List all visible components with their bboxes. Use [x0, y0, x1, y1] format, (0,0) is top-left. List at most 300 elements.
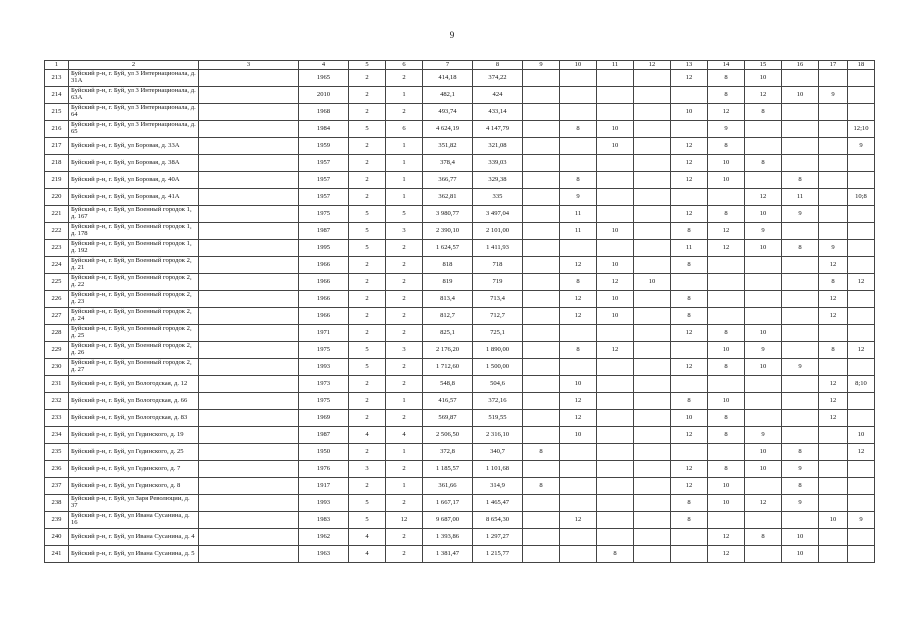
- address-cell: Буйский р-н, г. Буй, ул Гединского, д. 7: [69, 461, 199, 478]
- table-cell: 12: [848, 444, 875, 461]
- table-cell: [199, 206, 299, 223]
- table-row: [45, 308, 875, 325]
- row-number: 235: [45, 444, 69, 461]
- address-cell: Буйский р-н, г. Буй, ул 3 Интернационала, д. 63А: [69, 87, 199, 104]
- table-cell: [708, 308, 745, 325]
- table-cell: 12: [745, 87, 782, 104]
- table-cell: 10: [671, 410, 708, 427]
- column-header: 8: [473, 61, 523, 70]
- table-cell: 12: [671, 138, 708, 155]
- table-cell: [560, 478, 597, 495]
- table-cell: [848, 70, 875, 87]
- table-cell: 10: [819, 512, 848, 529]
- table-cell: [745, 308, 782, 325]
- row-number: 214: [45, 87, 69, 104]
- table-cell: 1 500,00: [473, 359, 523, 376]
- table-cell: 10;8: [848, 189, 875, 206]
- table-cell: 8: [782, 478, 819, 495]
- table-cell: 4 147,79: [473, 121, 523, 138]
- table-cell: 10: [597, 257, 634, 274]
- table-cell: [819, 444, 848, 461]
- column-header: 12: [634, 61, 671, 70]
- table-cell: 8: [745, 155, 782, 172]
- table-cell: [745, 546, 782, 563]
- table-cell: [634, 444, 671, 461]
- table-cell: 713,4: [473, 291, 523, 308]
- table-cell: 2: [349, 274, 386, 291]
- table-cell: [819, 427, 848, 444]
- table-cell: [819, 529, 848, 546]
- table-row: [45, 257, 875, 274]
- row-number: 233: [45, 410, 69, 427]
- table-cell: 414,18: [423, 70, 473, 87]
- table-cell: 1950: [299, 444, 349, 461]
- table-cell: 1 101,68: [473, 461, 523, 478]
- table-cell: 3: [349, 461, 386, 478]
- table-row: [45, 444, 875, 461]
- row-number: 222: [45, 223, 69, 240]
- row-number: 216: [45, 121, 69, 138]
- table-cell: 5: [349, 359, 386, 376]
- table-cell: 8: [708, 325, 745, 342]
- table-cell: 12: [819, 393, 848, 410]
- table-cell: 2 316,10: [473, 427, 523, 444]
- table-cell: 519,55: [473, 410, 523, 427]
- table-cell: [597, 444, 634, 461]
- table-cell: [745, 393, 782, 410]
- table-row: [45, 172, 875, 189]
- table-cell: [634, 495, 671, 512]
- column-header: 16: [782, 61, 819, 70]
- address-cell: Буйский р-н, г. Буй, ул 3 Интернационала, д. 31А: [69, 70, 199, 87]
- table-cell: [523, 257, 560, 274]
- row-number: 232: [45, 393, 69, 410]
- table-cell: 1984: [299, 121, 349, 138]
- table-row: [45, 206, 875, 223]
- table-cell: 1969: [299, 410, 349, 427]
- address-cell: Буйский р-н, г. Буй, ул Военный городок 2, д. 21: [69, 257, 199, 274]
- table-cell: [523, 393, 560, 410]
- table-cell: [523, 223, 560, 240]
- table-cell: 9: [819, 240, 848, 257]
- row-number: 220: [45, 189, 69, 206]
- table-cell: 10: [708, 155, 745, 172]
- table-row: [45, 87, 875, 104]
- table-cell: 4: [349, 427, 386, 444]
- table-cell: 5: [386, 206, 423, 223]
- table-cell: 10: [745, 461, 782, 478]
- table-cell: [819, 478, 848, 495]
- address-cell: Буйский р-н, г. Буй, ул Боровая, д. 33А: [69, 138, 199, 155]
- table-cell: [199, 444, 299, 461]
- table-cell: 335: [473, 189, 523, 206]
- table-cell: [560, 87, 597, 104]
- table-cell: [199, 155, 299, 172]
- table-cell: 1983: [299, 512, 349, 529]
- table-row: [45, 359, 875, 376]
- table-cell: [199, 461, 299, 478]
- table-cell: 12: [671, 155, 708, 172]
- table-cell: [848, 240, 875, 257]
- row-number: 217: [45, 138, 69, 155]
- address-cell: Буйский р-н, г. Буй, ул Заря Революции, д. 37: [69, 495, 199, 512]
- table-cell: [671, 274, 708, 291]
- table-cell: [745, 410, 782, 427]
- column-header: 17: [819, 61, 848, 70]
- table-cell: 1: [386, 155, 423, 172]
- table-cell: 2: [386, 359, 423, 376]
- table-cell: [560, 495, 597, 512]
- table-cell: 504,6: [473, 376, 523, 393]
- table-cell: [708, 376, 745, 393]
- table-cell: 314,9: [473, 478, 523, 495]
- table-cell: [199, 291, 299, 308]
- table-cell: 378,4: [423, 155, 473, 172]
- table-cell: [199, 410, 299, 427]
- table-cell: 718: [473, 257, 523, 274]
- table-cell: 12: [560, 257, 597, 274]
- row-number: 227: [45, 308, 69, 325]
- table-row: [45, 461, 875, 478]
- table-cell: 1: [386, 138, 423, 155]
- table-cell: 12: [819, 308, 848, 325]
- table-cell: 11: [671, 240, 708, 257]
- table-cell: [634, 376, 671, 393]
- table-cell: 340,7: [473, 444, 523, 461]
- table-cell: [597, 478, 634, 495]
- table-cell: [782, 376, 819, 393]
- table-cell: [199, 546, 299, 563]
- table-cell: [708, 444, 745, 461]
- table-cell: 8: [597, 546, 634, 563]
- table-cell: 8: [523, 478, 560, 495]
- address-cell: Буйский р-н, г. Буй, ул Военный городок 1, д. 167: [69, 206, 199, 223]
- table-cell: [597, 495, 634, 512]
- table-cell: 12: [848, 274, 875, 291]
- table-cell: 2: [386, 461, 423, 478]
- table-cell: [199, 427, 299, 444]
- table-cell: [199, 70, 299, 87]
- table-cell: [634, 223, 671, 240]
- table-cell: 8 654,30: [473, 512, 523, 529]
- table-cell: 2: [386, 104, 423, 121]
- table-cell: 424: [473, 87, 523, 104]
- table-cell: [782, 308, 819, 325]
- table-cell: 8: [708, 138, 745, 155]
- row-number: 218: [45, 155, 69, 172]
- table-cell: [199, 308, 299, 325]
- table-cell: [523, 274, 560, 291]
- table-cell: 12: [597, 342, 634, 359]
- table-cell: [848, 325, 875, 342]
- table-row: [45, 155, 875, 172]
- address-cell: Буйский р-н, г. Буй, ул Военный городок 2, д. 24: [69, 308, 199, 325]
- table-cell: [597, 512, 634, 529]
- column-header: 11: [597, 61, 634, 70]
- table-row: [45, 223, 875, 240]
- table-cell: 812,7: [423, 308, 473, 325]
- table-cell: 12: [671, 427, 708, 444]
- table-cell: 11: [560, 223, 597, 240]
- table-cell: [782, 104, 819, 121]
- address-cell: Буйский р-н, г. Буй, ул Ивана Сусанина, д. 4: [69, 529, 199, 546]
- table-cell: 2 176,20: [423, 342, 473, 359]
- table-cell: 482,1: [423, 87, 473, 104]
- table-cell: 1: [386, 478, 423, 495]
- table-cell: [523, 189, 560, 206]
- table-cell: 3: [386, 223, 423, 240]
- table-cell: 1957: [299, 172, 349, 189]
- table-cell: 10: [745, 359, 782, 376]
- table-cell: 9 687,00: [423, 512, 473, 529]
- table-cell: 2010: [299, 87, 349, 104]
- table-cell: 8: [560, 172, 597, 189]
- table-cell: [523, 512, 560, 529]
- table-cell: [199, 359, 299, 376]
- page-number: 9: [449, 30, 455, 40]
- table-cell: 10: [745, 444, 782, 461]
- table-cell: 12: [560, 512, 597, 529]
- table-cell: [671, 444, 708, 461]
- table-cell: 11: [560, 206, 597, 223]
- table-cell: [782, 393, 819, 410]
- table-cell: [560, 240, 597, 257]
- column-header: 15: [745, 61, 782, 70]
- table-row: [45, 529, 875, 546]
- table-cell: [199, 121, 299, 138]
- table-cell: [782, 138, 819, 155]
- table-cell: 1: [386, 189, 423, 206]
- table-cell: 5: [349, 121, 386, 138]
- table-cell: 2: [349, 444, 386, 461]
- table-cell: 1 411,93: [473, 240, 523, 257]
- table-row: [45, 512, 875, 529]
- table-cell: [745, 172, 782, 189]
- table-cell: 825,1: [423, 325, 473, 342]
- row-number: 239: [45, 512, 69, 529]
- table-cell: [819, 172, 848, 189]
- table-cell: 12: [560, 308, 597, 325]
- table-row: [45, 478, 875, 495]
- table-cell: 1: [386, 87, 423, 104]
- table-cell: [671, 189, 708, 206]
- table-cell: [708, 512, 745, 529]
- row-number: 236: [45, 461, 69, 478]
- table-cell: 9: [782, 359, 819, 376]
- table-cell: [199, 512, 299, 529]
- table-cell: 1 381,47: [423, 546, 473, 563]
- table-cell: 10: [708, 495, 745, 512]
- table-cell: 10: [671, 104, 708, 121]
- column-header: 3: [199, 61, 299, 70]
- table-row: [45, 325, 875, 342]
- table-cell: 2: [386, 70, 423, 87]
- table-cell: 8: [745, 104, 782, 121]
- address-cell: Буйский р-н, г. Буй, ул Гединского, д. 25: [69, 444, 199, 461]
- table-cell: 12: [745, 189, 782, 206]
- table-cell: 2: [386, 495, 423, 512]
- table-cell: [597, 240, 634, 257]
- table-cell: [199, 104, 299, 121]
- table-cell: [634, 172, 671, 189]
- table-cell: 8: [782, 240, 819, 257]
- table-cell: 9: [782, 206, 819, 223]
- table-cell: [634, 342, 671, 359]
- table-cell: 12: [671, 70, 708, 87]
- table-cell: [634, 104, 671, 121]
- table-cell: 12;10: [848, 121, 875, 138]
- table-cell: 362,81: [423, 189, 473, 206]
- table-cell: [671, 529, 708, 546]
- table-cell: 2: [386, 240, 423, 257]
- table-cell: 8: [819, 342, 848, 359]
- table-cell: [597, 87, 634, 104]
- table-cell: [199, 189, 299, 206]
- table-cell: [745, 138, 782, 155]
- table-cell: 10: [745, 240, 782, 257]
- row-number: 231: [45, 376, 69, 393]
- table-cell: [745, 291, 782, 308]
- table-cell: [848, 393, 875, 410]
- column-header: 10: [560, 61, 597, 70]
- table-cell: 1957: [299, 155, 349, 172]
- table-cell: 8: [782, 444, 819, 461]
- table-cell: 8: [671, 291, 708, 308]
- table-cell: [671, 87, 708, 104]
- table-cell: [782, 427, 819, 444]
- table-cell: [523, 206, 560, 223]
- table-cell: [560, 155, 597, 172]
- table-cell: [597, 461, 634, 478]
- table-cell: [848, 223, 875, 240]
- address-cell: Буйский р-н, г. Буй, ул Ивана Сусанина, д. 5: [69, 546, 199, 563]
- table-cell: 712,7: [473, 308, 523, 325]
- table-cell: 1 667,17: [423, 495, 473, 512]
- table-cell: [634, 546, 671, 563]
- table-cell: 8: [745, 529, 782, 546]
- table-cell: 372,16: [473, 393, 523, 410]
- table-cell: [819, 223, 848, 240]
- table-cell: 9: [782, 461, 819, 478]
- register-table: [44, 60, 875, 563]
- table-cell: 10: [708, 172, 745, 189]
- table-cell: 3 980,77: [423, 206, 473, 223]
- table-cell: 8: [671, 257, 708, 274]
- row-number: 230: [45, 359, 69, 376]
- table-cell: [634, 410, 671, 427]
- table-cell: 10: [782, 529, 819, 546]
- table-cell: 2: [386, 308, 423, 325]
- table-cell: 2: [386, 274, 423, 291]
- table-cell: 8: [708, 410, 745, 427]
- row-number: 240: [45, 529, 69, 546]
- table-cell: [199, 240, 299, 257]
- table-cell: 719: [473, 274, 523, 291]
- table-cell: 1: [386, 444, 423, 461]
- column-header: 1: [45, 61, 69, 70]
- table-cell: [708, 257, 745, 274]
- row-number: 223: [45, 240, 69, 257]
- address-cell: Буйский р-н, г. Буй, ул Военный городок 1, д. 192: [69, 240, 199, 257]
- column-header: 7: [423, 61, 473, 70]
- table-cell: [708, 274, 745, 291]
- table-cell: [597, 189, 634, 206]
- column-header: 2: [69, 61, 199, 70]
- row-number: 224: [45, 257, 69, 274]
- column-header: 13: [671, 61, 708, 70]
- table-cell: [819, 546, 848, 563]
- table-cell: 10: [597, 138, 634, 155]
- table-cell: [523, 104, 560, 121]
- table-cell: 416,57: [423, 393, 473, 410]
- row-number: 234: [45, 427, 69, 444]
- table-cell: [560, 546, 597, 563]
- table-cell: 1987: [299, 427, 349, 444]
- table-cell: 8: [782, 172, 819, 189]
- table-cell: [782, 291, 819, 308]
- column-header: 9: [523, 61, 560, 70]
- table-cell: 372,8: [423, 444, 473, 461]
- table-cell: 1959: [299, 138, 349, 155]
- table-cell: [634, 308, 671, 325]
- table-cell: 2: [349, 257, 386, 274]
- table-cell: [523, 529, 560, 546]
- table-cell: 8: [671, 393, 708, 410]
- table-cell: 1966: [299, 308, 349, 325]
- table-cell: 8: [708, 427, 745, 444]
- table-cell: 2: [349, 172, 386, 189]
- table-cell: 10: [560, 376, 597, 393]
- table-cell: 2: [349, 376, 386, 393]
- row-number: 226: [45, 291, 69, 308]
- table-cell: [597, 325, 634, 342]
- table-cell: 8: [560, 274, 597, 291]
- table-row: [45, 70, 875, 87]
- table-cell: [745, 274, 782, 291]
- address-cell: Буйский р-н, г. Буй, ул Вологодская, д. 12: [69, 376, 199, 393]
- table-cell: 366,77: [423, 172, 473, 189]
- table-row: [45, 121, 875, 138]
- table-cell: [848, 478, 875, 495]
- table-cell: [199, 274, 299, 291]
- table-cell: 374,22: [473, 70, 523, 87]
- table-cell: 10: [708, 342, 745, 359]
- table-cell: 548,8: [423, 376, 473, 393]
- table-cell: [782, 121, 819, 138]
- table-cell: [819, 461, 848, 478]
- row-number: 228: [45, 325, 69, 342]
- table-cell: 1 890,00: [473, 342, 523, 359]
- table-cell: [560, 104, 597, 121]
- address-cell: Буйский р-н, г. Буй, ул 3 Интернационала, д. 64: [69, 104, 199, 121]
- table-cell: 9: [560, 189, 597, 206]
- table-cell: 5: [349, 512, 386, 529]
- table-cell: [819, 189, 848, 206]
- table-cell: 1 393,86: [423, 529, 473, 546]
- table-cell: [199, 138, 299, 155]
- table-row: [45, 410, 875, 427]
- table-cell: [199, 325, 299, 342]
- table-cell: [848, 206, 875, 223]
- address-cell: Буйский р-н, г. Буй, ул Гединского, д. 19: [69, 427, 199, 444]
- table-cell: 3: [386, 342, 423, 359]
- table-cell: 1963: [299, 546, 349, 563]
- table-cell: [597, 104, 634, 121]
- table-cell: 2 390,10: [423, 223, 473, 240]
- table-cell: [523, 342, 560, 359]
- table-cell: 1: [386, 172, 423, 189]
- table-cell: [523, 461, 560, 478]
